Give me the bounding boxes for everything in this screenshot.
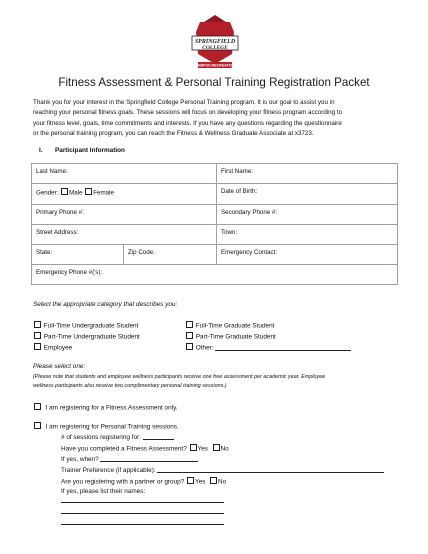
training-option	[33, 422, 179, 431]
when-label: If yes, when?	[61, 456, 99, 463]
male-checkbox[interactable]	[61, 188, 68, 195]
category-option	[33, 343, 72, 352]
assessment-option	[33, 403, 178, 412]
partner-yes-checkbox[interactable]	[187, 477, 194, 484]
assessment-label: I am registering for a Fitness Assessment only.	[45, 404, 178, 412]
intro-line: reaching your personal fitness goals. These sessions will focus on developing your fitness program according to	[33, 109, 343, 117]
zip-label: Zip Code:	[128, 249, 155, 256]
emergency-contact-label: Emergency Contact:	[221, 249, 278, 256]
completed-no-checkbox[interactable]	[213, 444, 220, 451]
section-heading	[33, 147, 125, 154]
gender-label: Gender:	[36, 189, 59, 197]
gender-field	[32, 184, 217, 205]
participant-info-table	[31, 163, 398, 285]
category-option	[33, 321, 138, 330]
list-names-label: If yes, please list their names:	[61, 488, 146, 495]
category-prompt: Select the appropriate category that describes you:	[33, 301, 178, 308]
female-label: Female	[93, 189, 114, 197]
emergency-phone-label: Emergency Phone #('s):	[36, 269, 103, 276]
male-label: Male	[69, 189, 83, 197]
name-input-line[interactable]	[61, 524, 224, 525]
town-label: Town:	[221, 229, 238, 236]
option-label: Part-Time Undergraduate Student	[43, 333, 140, 341]
when-row	[61, 455, 198, 463]
category-option	[185, 332, 276, 341]
other-input-line[interactable]	[215, 344, 351, 351]
secondary-phone-label: Secondary Phone #:	[221, 209, 278, 216]
partner-no-checkbox[interactable]	[210, 477, 217, 484]
completed-yes-checkbox[interactable]	[190, 444, 197, 451]
emergency-phone-field[interactable]	[32, 265, 398, 285]
select-one-prompt: Please select one:	[33, 363, 86, 370]
first-name-label: First Name:	[221, 168, 253, 175]
trainer-pref-label: Trainer Preference (if applicable):	[61, 467, 156, 474]
section-number: I.	[39, 147, 43, 154]
female-checkbox[interactable]	[85, 188, 92, 195]
logo-text-mid: COLLEGE	[202, 45, 228, 51]
option-checkbox[interactable]	[34, 321, 41, 328]
yes-label: Yes	[197, 445, 208, 453]
springfield-college-logo	[186, 14, 244, 70]
intro-line: or the personal training program, you can reach the Fitness & Wellness Graduate Associate at x3723.	[33, 129, 314, 137]
option-label: Other:	[195, 344, 214, 352]
trainer-pref-input-line[interactable]	[157, 466, 384, 473]
sessions-row	[61, 433, 174, 441]
street-address-label: Street Address:	[36, 229, 79, 236]
logo-peak	[204, 15, 226, 22]
town-field[interactable]	[217, 225, 398, 245]
yes-label: Yes	[195, 478, 206, 486]
select-one-note-line: wellness participants also receive two complimentary personal training sessions.)	[33, 383, 227, 389]
zip-field[interactable]	[124, 245, 217, 265]
option-checkbox[interactable]	[34, 343, 41, 350]
name-input-line[interactable]	[61, 502, 224, 503]
training-checkbox[interactable]	[34, 422, 41, 429]
sessions-label: # of sessions registering for:	[61, 434, 141, 441]
dob-field[interactable]	[217, 184, 398, 205]
logo-text-top: SPRINGFIELD	[194, 39, 236, 45]
primary-phone-field[interactable]	[32, 205, 217, 225]
logo-banner-text: CAMPUS RECREATION	[194, 63, 236, 68]
trainer-pref-row	[61, 466, 384, 474]
partner-row	[61, 477, 226, 486]
primary-phone-label: Primary Phone #:	[36, 209, 84, 216]
option-checkbox[interactable]	[186, 332, 193, 339]
name-input-line[interactable]	[61, 513, 224, 514]
select-one-note-line: (Please note that students and employee wellness participants receive one free assessment per academic year. Employee	[33, 374, 326, 380]
section-label: Participant Information	[55, 147, 125, 154]
first-name-field[interactable]	[217, 164, 398, 184]
completed-row	[61, 444, 229, 453]
last-name-label: Last Name:	[36, 168, 68, 175]
last-name-field[interactable]	[32, 164, 217, 184]
training-label: I am registering for Personal Training sessions.	[45, 423, 179, 431]
sessions-input-line[interactable]	[143, 433, 174, 440]
intro-line: your fitness level, goals, time commitments and interests. If you have any questions regarding the questionnaire	[33, 119, 342, 127]
completed-label: Have you completed a Fitness Assessment?	[61, 445, 187, 453]
dob-label: Date of Birth:	[221, 188, 258, 195]
secondary-phone-field[interactable]	[217, 205, 398, 225]
category-option	[185, 321, 274, 330]
option-checkbox[interactable]	[34, 332, 41, 339]
option-label: Full-Time Undergraduate Student	[43, 322, 139, 330]
option-label: Employee	[43, 344, 73, 352]
when-input-line[interactable]	[100, 455, 198, 462]
option-label: Part-Time Graduate Student	[195, 333, 276, 341]
page-title: Fitness Assessment & Personal Training Registration Packet	[58, 76, 370, 89]
intro-line: Thank you for your interest in the Springfield College Personal Training program. It is our goal to assist you in	[33, 99, 335, 106]
option-label: Full-Time Graduate Student	[195, 322, 275, 330]
category-option	[185, 343, 351, 352]
emergency-contact-field[interactable]	[217, 245, 398, 265]
option-checkbox[interactable]	[186, 321, 193, 328]
state-label: State:	[36, 249, 53, 256]
assessment-checkbox[interactable]	[34, 403, 41, 410]
category-option	[33, 332, 140, 341]
street-address-field[interactable]	[32, 225, 217, 245]
state-field[interactable]	[32, 245, 124, 265]
option-checkbox[interactable]	[186, 343, 193, 350]
partner-label: Are you registering with a partner or group?	[61, 478, 185, 486]
no-label: No	[218, 478, 227, 486]
no-label: No	[220, 445, 229, 453]
intro-paragraph	[33, 98, 403, 139]
